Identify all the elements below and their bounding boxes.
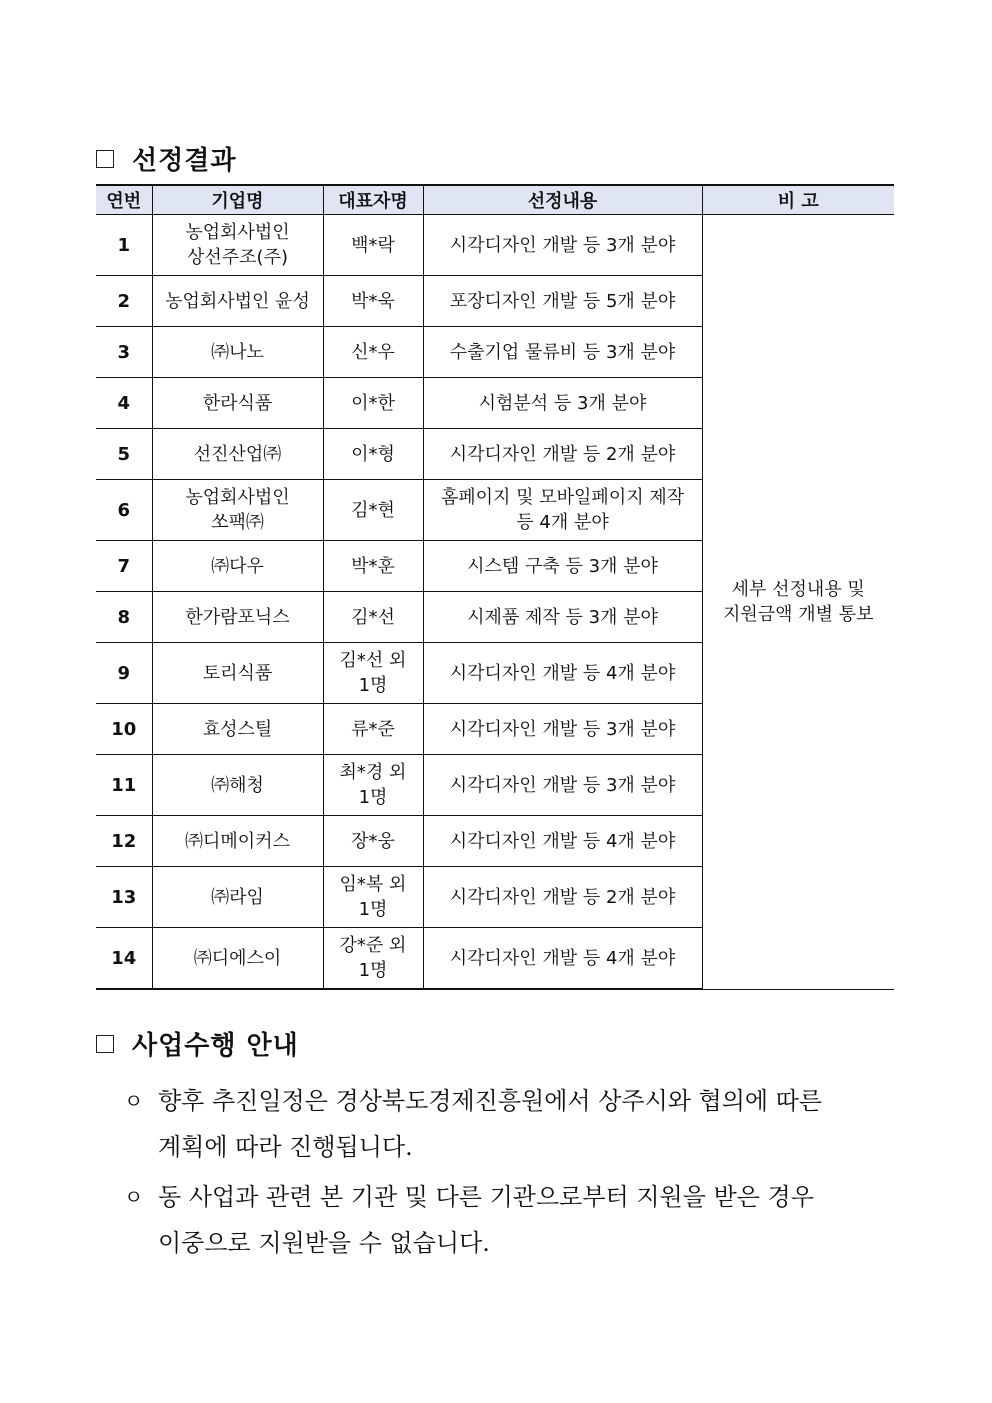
bullet-text (158, 1078, 894, 1170)
cell-no: 4 (96, 378, 152, 429)
cell-content (423, 378, 702, 429)
cell-company-line: 농업회사법인 (185, 222, 290, 243)
cell-content (423, 704, 702, 755)
cell-content-line: 시각디자인 개발 등 4개 분야 (449, 830, 676, 852)
cell-content (423, 755, 702, 816)
cell-content (423, 429, 702, 480)
cell-content (423, 928, 702, 990)
cell-company-line: 농업회사법인 윤성 (165, 290, 310, 312)
cell-company-line: ㈜다우 (211, 555, 264, 577)
cell-content-line: 시각디자인 개발 등 4개 분야 (449, 947, 676, 969)
cell-company-line: 상선주조(주) (187, 247, 288, 268)
cell-representative (323, 928, 423, 990)
cell-note (702, 215, 894, 990)
cell-company (152, 480, 323, 541)
cell-content (423, 592, 702, 643)
table-body (96, 215, 894, 990)
cell-no: 11 (96, 755, 152, 816)
cell-content-line: 시각디자인 개발 등 3개 분야 (449, 234, 676, 256)
header-no: 연번 (96, 185, 152, 215)
cell-no: 8 (96, 592, 152, 643)
cell-representative-line: 1명 (358, 899, 388, 920)
cell-company-line: 선진산업㈜ (193, 443, 282, 465)
cell-content-line: 시각디자인 개발 등 2개 분야 (449, 886, 676, 908)
cell-no: 3 (96, 327, 152, 378)
table-header-row (96, 185, 894, 215)
cell-no: 1 (96, 215, 152, 276)
cell-company-line: 한가람포닉스 (185, 606, 290, 628)
guide-bullet (124, 1174, 894, 1266)
cell-content (423, 480, 702, 541)
cell-representative (323, 704, 423, 755)
cell-company-line: 토리식품 (202, 662, 273, 684)
cell-representative-line: 이*형 (351, 443, 395, 465)
bullet-text (158, 1174, 894, 1266)
cell-no: 6 (96, 480, 152, 541)
cell-representative-line: 장*웅 (351, 830, 395, 852)
cell-representative-line: 1명 (358, 675, 388, 696)
bullet-mark-icon: ㅇ (124, 1185, 144, 1209)
cell-representative (323, 429, 423, 480)
cell-company (152, 755, 323, 816)
cell-representative-line: 1명 (358, 787, 388, 808)
cell-company-line: ㈜나노 (211, 341, 264, 363)
cell-company-line: ㈜디메이커스 (185, 830, 290, 852)
cell-representative-line: 이*한 (351, 392, 395, 414)
guide-bullet (124, 1078, 894, 1170)
cell-company-line: 쏘팩㈜ (211, 512, 264, 533)
cell-representative-line: 김*선 (351, 606, 395, 628)
bullet-text-line: 계획에 따라 진행됩니다. (158, 1133, 413, 1161)
cell-representative (323, 378, 423, 429)
bullet-text-line: 동 사업과 관련 본 기관 및 다른 기관으로부터 지원을 받은 경우 (158, 1183, 814, 1211)
cell-representative (323, 592, 423, 643)
cell-company-line: 한라식품 (202, 392, 273, 414)
checkbox-square-icon (96, 150, 114, 168)
cell-no: 2 (96, 276, 152, 327)
bullet-mark-icon: ㅇ (124, 1089, 144, 1113)
cell-content-line: 등 4개 분야 (516, 512, 609, 533)
cell-content (423, 276, 702, 327)
cell-representative (323, 480, 423, 541)
cell-company (152, 276, 323, 327)
cell-company (152, 867, 323, 928)
cell-company-line: ㈜라임 (211, 886, 264, 908)
cell-representative (323, 215, 423, 276)
cell-content (423, 215, 702, 276)
cell-representative (323, 327, 423, 378)
cell-representative (323, 867, 423, 928)
cell-representative-line: 1명 (358, 960, 388, 981)
cell-no: 5 (96, 429, 152, 480)
cell-representative-line: 강*준 외 (339, 935, 407, 956)
cell-no: 7 (96, 541, 152, 592)
cell-representative-line: 신*우 (351, 341, 395, 363)
cell-content (423, 867, 702, 928)
cell-representative-line: 김*선 외 (339, 650, 407, 671)
cell-no: 12 (96, 816, 152, 867)
cell-company (152, 592, 323, 643)
cell-company-line: ㈜디에스이 (193, 947, 282, 969)
cell-company-line: 농업회사법인 (185, 487, 290, 508)
cell-representative-line: 류*준 (351, 718, 395, 740)
header-representative: 대표자명 (323, 185, 423, 215)
cell-content-line: 시제품 제작 등 3개 분야 (467, 606, 658, 628)
cell-no: 13 (96, 867, 152, 928)
cell-representative-line: 임*복 외 (339, 874, 407, 895)
cell-representative (323, 276, 423, 327)
cell-no: 14 (96, 928, 152, 990)
table-row (96, 215, 894, 276)
cell-company (152, 541, 323, 592)
cell-content (423, 643, 702, 704)
cell-company-line: 효성스틸 (202, 718, 273, 740)
cell-content-line: 시각디자인 개발 등 3개 분야 (449, 718, 676, 740)
cell-company (152, 327, 323, 378)
bullet-text-line: 향후 추진일정은 경상북도경제진흥원에서 상주시와 협의에 따른 (158, 1087, 823, 1115)
cell-representative (323, 755, 423, 816)
section-title-selection-result (96, 140, 236, 177)
cell-content-line: 홈페이지 및 모바일페이지 제작 (440, 487, 685, 508)
cell-no: 10 (96, 704, 152, 755)
header-note: 비 고 (702, 185, 894, 215)
cell-company (152, 215, 323, 276)
guide-bullet-list (124, 1078, 894, 1270)
cell-company (152, 643, 323, 704)
cell-representative-line: 백*락 (351, 234, 395, 256)
section-title-text: 선정결과 (132, 146, 237, 176)
cell-representative (323, 541, 423, 592)
cell-content-line: 시각디자인 개발 등 3개 분야 (449, 774, 676, 796)
cell-representative-line: 김*현 (351, 499, 395, 521)
cell-representative-line: 최*경 외 (339, 762, 407, 783)
cell-content-line: 시험분석 등 3개 분야 (478, 392, 647, 414)
bullet-text-line: 이중으로 지원받을 수 없습니다. (158, 1229, 490, 1257)
cell-note-line: 지원금액 개별 통보 (722, 603, 874, 625)
cell-content (423, 541, 702, 592)
cell-content (423, 327, 702, 378)
cell-company (152, 928, 323, 990)
cell-no: 9 (96, 643, 152, 704)
header-company: 기업명 (152, 185, 323, 215)
cell-content-line: 수출기업 물류비 등 3개 분야 (449, 341, 676, 363)
selection-result-table (96, 184, 894, 990)
cell-company (152, 816, 323, 867)
cell-representative-line: 박*훈 (351, 555, 395, 577)
checkbox-square-icon (96, 1035, 114, 1053)
cell-representative (323, 816, 423, 867)
cell-content-line: 시스템 구축 등 3개 분야 (467, 555, 658, 577)
section-title-text: 사업수행 안내 (132, 1031, 299, 1061)
section-title-business-guide (96, 1025, 299, 1062)
cell-company (152, 704, 323, 755)
cell-representative-line: 박*욱 (351, 290, 395, 312)
cell-content-line: 시각디자인 개발 등 4개 분야 (449, 662, 676, 684)
cell-company (152, 429, 323, 480)
cell-representative (323, 643, 423, 704)
cell-content-line: 포장디자인 개발 등 5개 분야 (449, 290, 676, 312)
cell-company (152, 378, 323, 429)
header-content: 선정내용 (423, 185, 702, 215)
cell-content-line: 시각디자인 개발 등 2개 분야 (449, 443, 676, 465)
cell-note-line: 세부 선정내용 및 (731, 578, 865, 600)
cell-content (423, 816, 702, 867)
cell-company-line: ㈜해청 (211, 774, 264, 796)
